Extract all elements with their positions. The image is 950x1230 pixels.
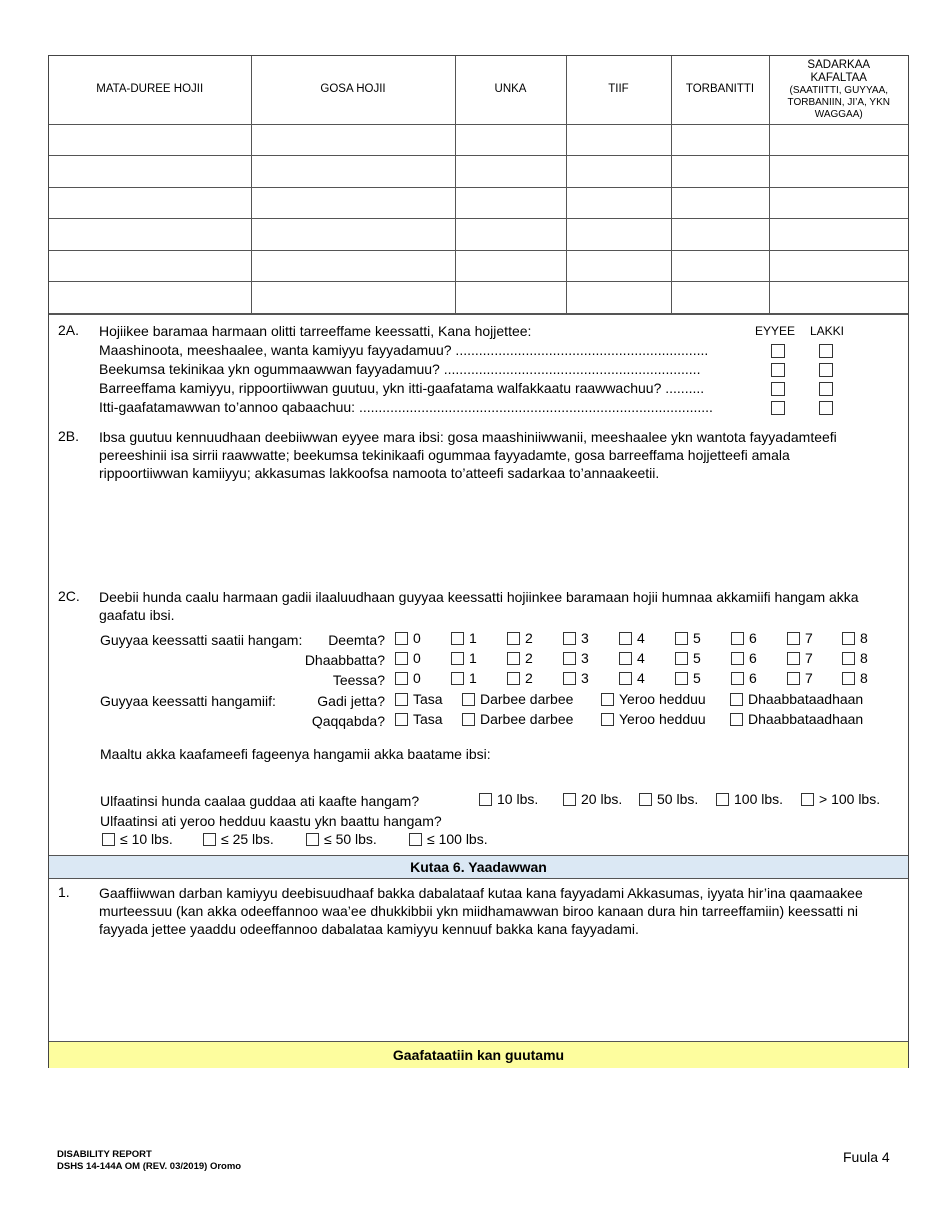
table-cell[interactable] [769, 156, 908, 188]
table-cell[interactable] [251, 219, 455, 251]
option-label: 5 [693, 670, 701, 686]
hours-row-label: Dhaabbatta? [304, 652, 385, 668]
frequent-weight-option[interactable] [102, 831, 173, 847]
hours-option[interactable] [675, 670, 701, 686]
table-cell[interactable] [566, 124, 671, 156]
option-label: 7 [805, 630, 813, 646]
technical-no-checkbox[interactable] [819, 363, 833, 377]
supervisory-yes-checkbox[interactable] [771, 401, 785, 415]
checkbox[interactable] [102, 833, 115, 846]
writing-no-checkbox[interactable] [819, 382, 833, 396]
table-cell[interactable] [49, 124, 251, 156]
hours-option[interactable] [451, 650, 477, 666]
table-cell[interactable] [49, 156, 251, 188]
frequent-weight-option[interactable] [203, 831, 274, 847]
checkbox[interactable] [395, 713, 408, 726]
table-row [49, 282, 908, 314]
checkbox[interactable] [203, 833, 216, 846]
table-row [49, 250, 908, 282]
checkbox[interactable] [639, 793, 652, 806]
pay-rate-header-sub: (SAATIITTI, GUYYAA, TORBANIIN, JI’A, YKN WAGGAA) [787, 84, 890, 120]
option-label: 4 [637, 630, 645, 646]
option-label: 5 [693, 630, 701, 646]
page-number: Fuula 4 [843, 1149, 890, 1165]
option-label: Darbee darbee [480, 691, 574, 707]
option-label: 0 [413, 650, 421, 666]
option-label: ≤ 100 lbs. [427, 831, 488, 847]
option-label: 100 lbs. [734, 791, 784, 807]
table-cell[interactable] [566, 219, 671, 251]
frequency-option[interactable] [601, 711, 706, 727]
frequency-option[interactable] [730, 711, 863, 727]
table-cell[interactable] [671, 219, 769, 251]
section-2b-text: Ibsa guutuu kennuudhaan deebiiwwan eyyee mara ibsi: gosa maashiniiwwanii, meeshaalee ykn wantota fayyadamteefi pereeshinii isa sirrii raawwatte; beekumsa tekinikaafi ogummaa fayyadamte, gosa barreeffama hojjetteefi amala rippoortiiwwan kamiiyyu; akkasumas lakkoofsa namoota to’atteefi sadarkaa to’annaakeetii. [99, 429, 837, 481]
section-2b-number: 2B. [58, 428, 80, 444]
option-label: ≤ 50 lbs. [324, 831, 377, 847]
hours-option[interactable] [842, 630, 868, 646]
machines-yes-checkbox[interactable] [771, 344, 785, 358]
checkbox[interactable] [507, 652, 520, 665]
table-cell[interactable] [49, 187, 251, 219]
table-cell[interactable] [455, 282, 566, 314]
frequency-row-label: Qaqqabda? [311, 713, 385, 729]
hours-option[interactable] [395, 670, 421, 686]
option-label: 20 lbs. [581, 791, 623, 807]
table-cell[interactable] [769, 124, 908, 156]
hours-option[interactable] [619, 650, 645, 666]
option-label: 8 [860, 650, 868, 666]
section-6-title: Kutaa 6. Yaadawwan [49, 855, 908, 879]
heaviest-weight-option[interactable] [801, 791, 880, 807]
checkbox[interactable] [675, 652, 688, 665]
table-cell[interactable] [769, 187, 908, 219]
lifting-description-label: Maaltu akka kaafameefi fageenya hangamii akka baatame ibsi: [100, 746, 491, 762]
checkbox[interactable] [730, 693, 743, 706]
checkbox[interactable] [395, 693, 408, 706]
checkbox[interactable] [563, 652, 576, 665]
checkbox[interactable] [716, 793, 729, 806]
hours-option[interactable] [842, 670, 868, 686]
hours-option[interactable] [395, 630, 421, 646]
option-label: 0 [413, 670, 421, 686]
table-cell[interactable] [49, 219, 251, 251]
checkbox[interactable] [409, 833, 422, 846]
option-label: 3 [581, 670, 589, 686]
hours-option[interactable] [675, 650, 701, 666]
writing-yes-checkbox[interactable] [771, 382, 785, 396]
option-label: Dhaabbataadhaan [748, 711, 864, 727]
option-label: 7 [805, 650, 813, 666]
hours-option[interactable] [451, 670, 477, 686]
frequent-weight-option[interactable] [409, 831, 488, 847]
table-divider [49, 314, 908, 315]
hours-option[interactable] [731, 650, 757, 666]
question-writing-reports: Barreeffama kamiyyu, rippoortiiwwan guutuu, ykn itti-gaafatama walfakkaatu raawwachuu? .......... [99, 380, 705, 396]
table-cell[interactable] [251, 187, 455, 219]
checkbox[interactable] [451, 632, 464, 645]
table-cell[interactable] [671, 250, 769, 282]
option-label: 2 [525, 650, 533, 666]
employment-table [49, 56, 908, 314]
checkbox[interactable] [619, 632, 632, 645]
hours-option[interactable] [507, 650, 533, 666]
col-header-job-type: GOSA HOJII [251, 56, 455, 124]
frequency-option[interactable] [601, 691, 706, 707]
col-header-weekly: TORBANITTI [671, 56, 769, 124]
checkbox[interactable] [462, 693, 475, 706]
table-cell[interactable] [671, 282, 769, 314]
hours-option[interactable] [563, 670, 589, 686]
pay-rate-header-main: SADARKAA KAFALTAA [807, 58, 871, 84]
heaviest-weight-option[interactable] [716, 791, 783, 807]
option-label: Tasa [413, 711, 443, 727]
hours-option[interactable] [787, 670, 813, 686]
checkbox[interactable] [842, 652, 855, 665]
option-label: 10 lbs. [497, 791, 539, 807]
machines-no-checkbox[interactable] [819, 344, 833, 358]
option-label: 0 [413, 630, 421, 646]
section-2c-text: Deebii hunda caalu harmaan gadii ilaaluudhaan guyyaa keessatti hojiinkee baramaan hojii humnaa akkamiifi hangam akka gaafatu ibsi. [99, 589, 859, 623]
checkbox[interactable] [842, 632, 855, 645]
checkbox[interactable] [842, 672, 855, 685]
table-cell[interactable] [566, 187, 671, 219]
hours-option[interactable] [842, 650, 868, 666]
checkbox[interactable] [801, 793, 814, 806]
technical-yes-checkbox[interactable] [771, 363, 785, 377]
hours-row-label: Teessa? [332, 672, 385, 688]
checkbox[interactable] [563, 672, 576, 685]
hours-label: Guyyaa keessatti saatii hangam: [100, 632, 303, 648]
col-header-job-title: MATA-DUREE HOJII [49, 56, 251, 124]
frequent-weight-label: Ulfaatinsi ati yeroo hedduu kaastu ykn baattu hangam? [100, 813, 442, 829]
checkbox[interactable] [563, 632, 576, 645]
option-label: 4 [637, 670, 645, 686]
table-cell[interactable] [455, 124, 566, 156]
question-machines: Maashinoota, meeshaalee, wanta kamiyyu fayyadamuu? ................................................................. [99, 342, 709, 358]
table-cell[interactable] [251, 250, 455, 282]
table-cell[interactable] [49, 250, 251, 282]
option-label: 7 [805, 670, 813, 686]
option-label: 6 [749, 630, 757, 646]
option-label: > 100 lbs. [819, 791, 881, 807]
hours-option[interactable] [507, 630, 533, 646]
option-label: Tasa [413, 691, 443, 707]
option-label: 8 [860, 670, 868, 686]
hours-option[interactable] [451, 630, 477, 646]
checkbox[interactable] [731, 652, 744, 665]
checkbox[interactable] [395, 632, 408, 645]
table-row [49, 156, 908, 188]
yes-column-label: EYYEE [755, 324, 796, 338]
table-cell[interactable] [566, 250, 671, 282]
hours-option[interactable] [619, 630, 645, 646]
section-2c-number: 2C. [58, 588, 80, 604]
table-row [49, 124, 908, 156]
option-label: 1 [469, 650, 477, 666]
option-label: 3 [581, 650, 589, 666]
hours-option[interactable] [731, 670, 757, 686]
form-title: DISABILITY REPORT [57, 1149, 152, 1160]
form-identifier [57, 1149, 241, 1173]
option-label: 2 [525, 630, 533, 646]
heaviest-weight-label: Ulfaatinsi hunda caalaa guddaa ati kaafte hangam? [100, 793, 420, 809]
completed-by-bar: Gaafataatiin kan guutamu [49, 1041, 908, 1068]
frequency-option[interactable] [462, 691, 573, 707]
option-label: 5 [693, 650, 701, 666]
table-cell[interactable] [769, 250, 908, 282]
option-label: 1 [469, 630, 477, 646]
form-code: DSHS 14-144A OM (REV. 03/2019) Oromo [57, 1161, 242, 1172]
table-row [49, 219, 908, 251]
table-cell[interactable] [251, 124, 455, 156]
hours-option[interactable] [507, 670, 533, 686]
table-cell[interactable] [769, 282, 908, 314]
table-cell[interactable] [769, 219, 908, 251]
option-label: Yeroo hedduu [619, 711, 706, 727]
table-cell[interactable] [566, 282, 671, 314]
section-6-item-number: 1. [58, 884, 70, 900]
hours-option[interactable] [731, 630, 757, 646]
checkbox[interactable] [731, 672, 744, 685]
heaviest-weight-option[interactable] [639, 791, 698, 807]
checkbox[interactable] [787, 672, 800, 685]
hours-option[interactable] [395, 650, 421, 666]
frequency-option[interactable] [730, 691, 863, 707]
section-2a-number: 2A. [58, 322, 80, 338]
table-cell[interactable] [671, 124, 769, 156]
hours-option[interactable] [563, 650, 589, 666]
checkbox[interactable] [451, 672, 464, 685]
checkbox[interactable] [675, 672, 688, 685]
checkbox[interactable] [601, 713, 614, 726]
frequency-label: Guyyaa keessatti hangamiif: [100, 693, 276, 709]
option-label: 50 lbs. [657, 791, 699, 807]
option-label: 1 [469, 670, 477, 686]
question-technical-skills: Beekumsa tekinikaa ykn ogummaawwan fayyadamuu? .................................................................. [99, 361, 701, 377]
checkbox[interactable] [619, 672, 632, 685]
checkbox[interactable] [306, 833, 319, 846]
heaviest-weight-option[interactable] [479, 791, 538, 807]
table-cell[interactable] [455, 219, 566, 251]
checkbox[interactable] [395, 652, 408, 665]
section-2a-intro: Hojiikee baramaa harmaan olitti tarreeffame keessatti, Kana hojjettee: [99, 323, 532, 339]
checkbox[interactable] [507, 672, 520, 685]
option-label: Dhaabbataadhaan [748, 691, 864, 707]
option-label: 2 [525, 670, 533, 686]
checkbox[interactable] [730, 713, 743, 726]
option-label: ≤ 25 lbs. [221, 831, 274, 847]
col-header-pay-rate [769, 56, 908, 124]
checkbox[interactable] [619, 652, 632, 665]
hours-option[interactable] [563, 630, 589, 646]
table-row [49, 187, 908, 219]
table-cell[interactable] [671, 156, 769, 188]
table-cell[interactable] [455, 187, 566, 219]
supervisory-no-checkbox[interactable] [819, 401, 833, 415]
frequency-option[interactable] [395, 691, 443, 707]
option-label: Yeroo hedduu [619, 691, 706, 707]
table-cell[interactable] [671, 187, 769, 219]
frequency-option[interactable] [395, 711, 443, 727]
table-cell[interactable] [251, 156, 455, 188]
checkbox[interactable] [395, 672, 408, 685]
frequency-row-label: Gadi jetta? [317, 693, 385, 709]
checkbox[interactable] [787, 632, 800, 645]
option-label: 3 [581, 630, 589, 646]
option-label: 6 [749, 670, 757, 686]
checkbox[interactable] [787, 652, 800, 665]
hours-option[interactable] [787, 630, 813, 646]
question-supervisory: Itti-gaafatamawwan to’annoo qabaachuu: ........................................................................................... [99, 399, 713, 415]
section-6-text: Gaaffiiwwan darban kamiyyu deebisuudhaaf bakka dabalataaf kutaa kana fayyadami Akkasumas, iyyata hir’ina qaamaakee murteessuu (kan akka odeeffannoo waa’ee dhukkibbii ykn miidhamawwan biroo kanaan dura hin tarreeffamiin) keessatti ni fayyada jettee yaaddu odeeffannoo dabalataa kamiyyu kennuuf bakka kana fayyadami. [99, 885, 863, 937]
option-label: ≤ 10 lbs. [120, 831, 173, 847]
option-label: 8 [860, 630, 868, 646]
hours-option[interactable] [787, 650, 813, 666]
checkbox[interactable] [563, 793, 576, 806]
table-cell[interactable] [455, 250, 566, 282]
hours-option[interactable] [675, 630, 701, 646]
hours-option[interactable] [619, 670, 645, 686]
col-header-rate: UNKA [455, 56, 566, 124]
table-cell[interactable] [566, 156, 671, 188]
option-label: Darbee darbee [480, 711, 574, 727]
no-column-label: LAKKI [810, 324, 845, 338]
table-header-row [49, 56, 908, 124]
option-label: 6 [749, 650, 757, 666]
checkbox[interactable] [601, 693, 614, 706]
checkbox[interactable] [675, 632, 688, 645]
frequent-weight-option[interactable] [306, 831, 377, 847]
table-cell[interactable] [49, 282, 251, 314]
option-label: 4 [637, 650, 645, 666]
table-cell[interactable] [251, 282, 455, 314]
hours-row-label: Deemta? [328, 632, 385, 648]
col-header-tiif: TIIF [566, 56, 671, 124]
table-cell[interactable] [455, 156, 566, 188]
heaviest-weight-option[interactable] [563, 791, 622, 807]
checkbox[interactable] [479, 793, 492, 806]
checkbox[interactable] [462, 713, 475, 726]
checkbox[interactable] [731, 632, 744, 645]
checkbox[interactable] [451, 652, 464, 665]
checkbox[interactable] [507, 632, 520, 645]
form-frame [48, 55, 909, 1068]
frequency-option[interactable] [462, 711, 573, 727]
